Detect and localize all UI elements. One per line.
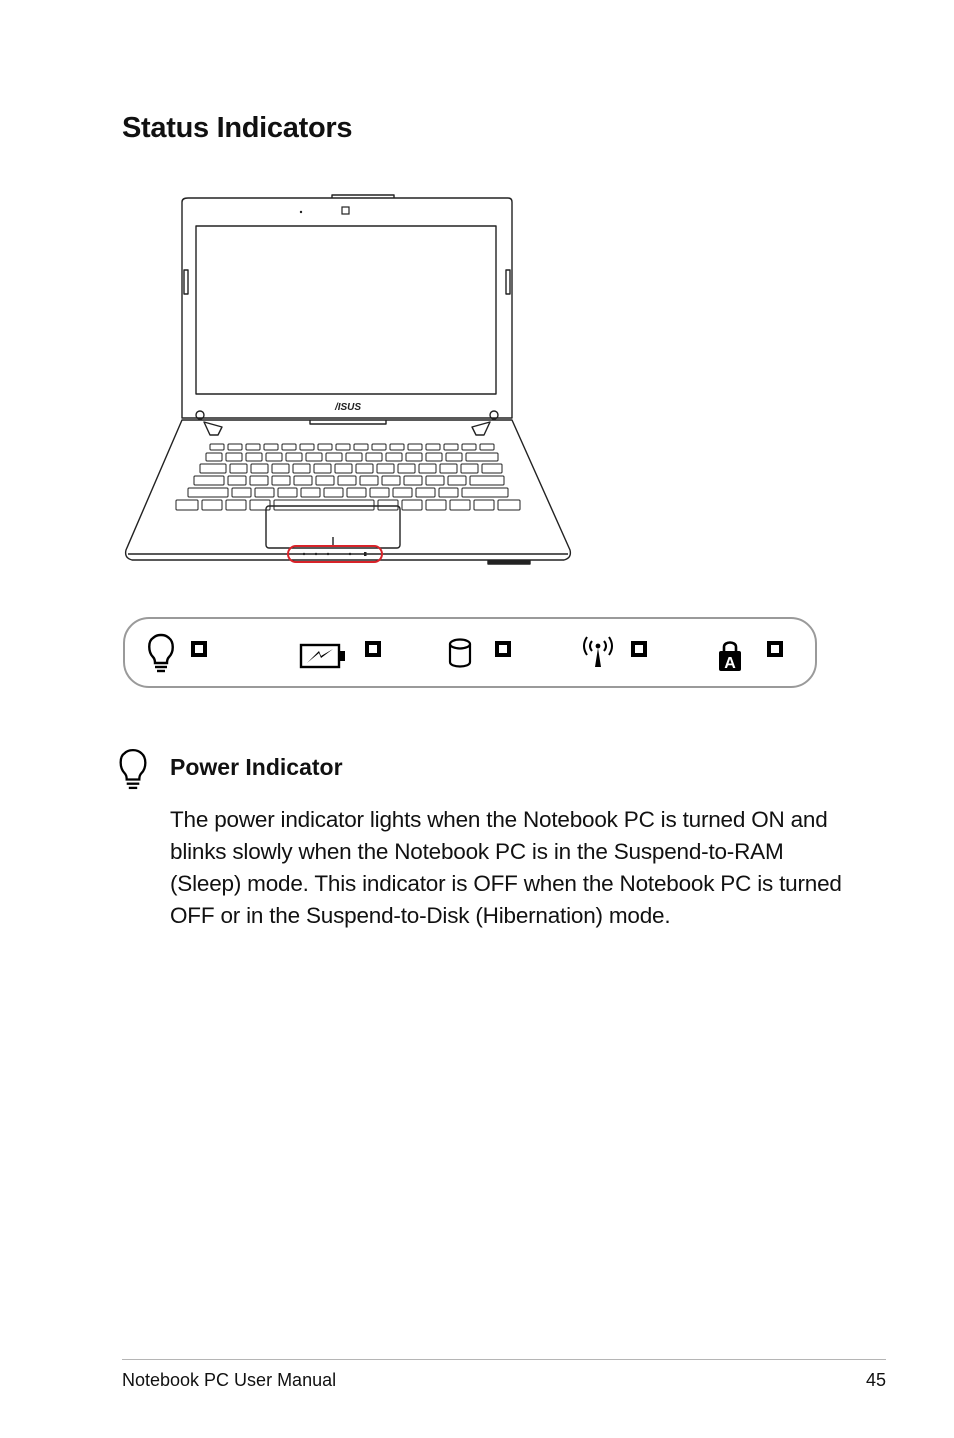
brand-logo: /ISUS xyxy=(334,402,362,413)
indicator-drive xyxy=(447,619,527,686)
laptop-illustration xyxy=(118,190,578,580)
power-bulb-icon xyxy=(147,633,175,673)
drive-led-box xyxy=(495,641,511,657)
status-indicator-panel xyxy=(123,617,817,688)
section-body: The power indicator lights when the Notebook PC is turned ON and blinks slowly when the Notebook PC is in the Suspend-to-RAM (Sleep) mode. This indicator is OFF when the Notebook PC is turned OFF or in the Suspend-to-Disk (Hibernation) mode. xyxy=(170,807,842,928)
footer-manual-title: Notebook PC User Manual xyxy=(122,1370,337,1390)
wireless-led-box xyxy=(631,641,647,657)
footer-rule xyxy=(122,1359,886,1360)
page-number: 45 xyxy=(865,1370,886,1390)
power-led-box xyxy=(191,641,207,657)
battery-charge-icon xyxy=(299,641,347,671)
keyboard xyxy=(176,444,520,510)
indicator-wireless xyxy=(581,619,671,686)
wireless-icon xyxy=(581,635,615,669)
laptop-screen xyxy=(196,226,496,394)
laptop-base xyxy=(126,420,571,560)
indicator-capital-lock xyxy=(715,619,805,686)
svg-text:A: A xyxy=(724,655,736,672)
section-heading: Power Indicator xyxy=(170,754,343,780)
capital-lock-led-box xyxy=(767,641,783,657)
battery-led-box xyxy=(365,641,381,657)
indicator-power xyxy=(145,619,225,686)
drive-activity-icon xyxy=(447,637,473,671)
power-bulb-icon xyxy=(116,748,150,790)
indicator-battery xyxy=(297,619,407,686)
page-title: Status Indicators xyxy=(122,112,353,144)
capital-lock-icon xyxy=(717,639,743,673)
